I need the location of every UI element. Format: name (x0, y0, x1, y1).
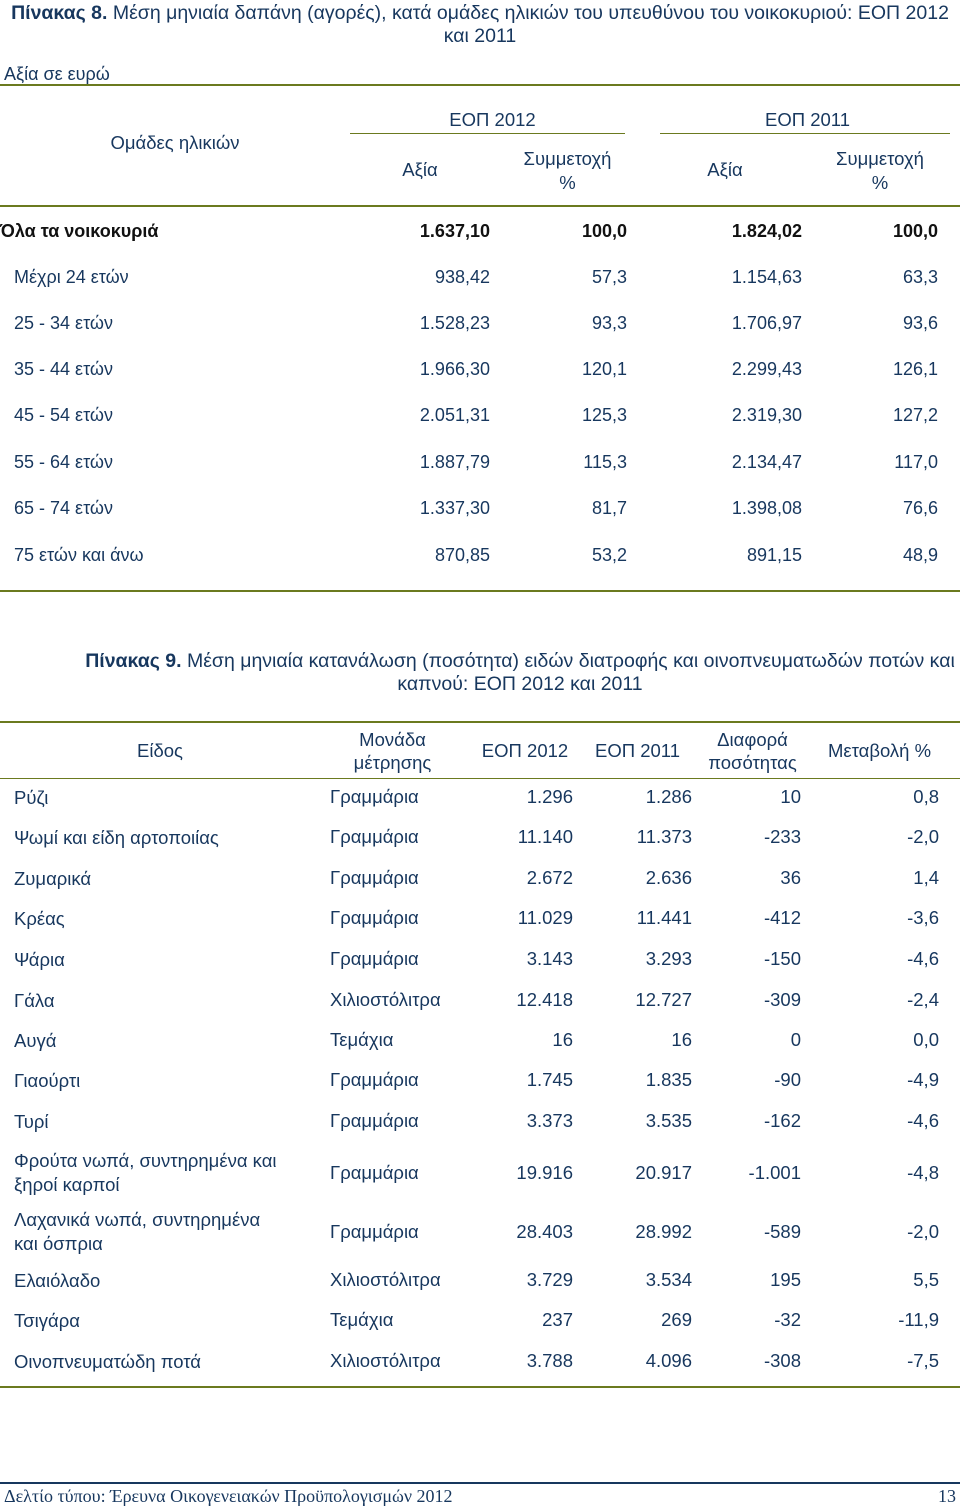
cell-2012: 1.745 (526, 1069, 573, 1090)
cell-value-2012: 1.528,23 (419, 313, 490, 333)
cell-diff: -1.001 (748, 1162, 801, 1183)
cell-change: -4,9 (907, 1069, 939, 1090)
cell-unit: Γραμμάρια (330, 907, 419, 928)
table8-header-share-2012-line1: Συμμετοχή (523, 148, 612, 169)
table9-header-unit-line1: Μονάδα (359, 729, 426, 750)
cell-2012: 16 (552, 1029, 573, 1050)
table8-header-share-2011-line1: Συμμετοχή (836, 148, 924, 169)
cell-value-2012: 1.966,30 (419, 359, 490, 379)
cell-change: -4,8 (907, 1162, 939, 1183)
cell-2012: 19.916 (516, 1162, 573, 1183)
cell-change: -11,9 (898, 1309, 939, 1330)
cell-change: -4,6 (907, 948, 939, 969)
cell-unit: Χιλιοστόλιτρα (330, 1269, 441, 1290)
table9-header-2011: ΕΟΠ 2011 (594, 740, 680, 761)
cell-2012: 28.403 (516, 1221, 573, 1242)
cell-item: Οινοπνευματώδη ποτά (14, 1351, 201, 1372)
table-row (0, 1069, 960, 1099)
cell-share-2012: 100,0 (581, 221, 627, 241)
cell-value-2011: 1.154,63 (731, 267, 802, 287)
table8-unit-label: Αξία σε ευρώ (4, 64, 110, 84)
cell-share-2011: 117,0 (894, 452, 938, 472)
cell-change: -2,0 (907, 1221, 939, 1242)
row-label: 25 - 34 ετών (14, 313, 113, 333)
table8-header-share-2012-line2: % (559, 172, 576, 193)
cell-2012: 2.672 (526, 867, 573, 888)
cell-2012: 1.296 (526, 786, 573, 807)
row-label: 55 - 64 ετών (14, 452, 113, 472)
row-label: 45 - 54 ετών (14, 405, 113, 425)
cell-diff: -309 (763, 989, 801, 1010)
table8-header-2012: ΕΟΠ 2012 (449, 109, 536, 130)
cell-diff: 0 (790, 1029, 801, 1050)
cell-value-2012: 938,42 (434, 267, 490, 287)
table9-title (80, 650, 960, 696)
table9-header-unit-line2: μέτρησης (353, 752, 432, 773)
table-row (0, 402, 960, 448)
cell-diff: -150 (763, 948, 801, 969)
table-row (0, 907, 960, 937)
cell-item: Τυρί (14, 1111, 49, 1132)
cell-unit: Γραμμάρια (330, 826, 419, 847)
cell-value-2011: 1.398,08 (731, 498, 802, 518)
cell-2011: 1.286 (645, 786, 692, 807)
table-row (0, 1029, 960, 1059)
table9-header-diff-line1: Διαφορά (717, 729, 788, 750)
row-label: 65 - 74 ετών (14, 498, 113, 518)
cell-2011: 1.835 (645, 1069, 692, 1090)
cell-unit: Γραμμάρια (330, 1162, 419, 1183)
row-label: Μέχρι 24 ετών (14, 267, 129, 287)
page-number: 13 (938, 1486, 956, 1506)
cell-share-2012: 93,3 (591, 313, 627, 333)
cell-item-line2: ξηροί καρποί (14, 1174, 120, 1195)
table-row (0, 1269, 960, 1299)
cell-2011: 3.534 (645, 1269, 692, 1290)
cell-diff: -589 (763, 1221, 801, 1242)
cell-2012: 3.143 (526, 948, 573, 969)
cell-change: -2,4 (907, 989, 939, 1010)
cell-item: Ελαιόλαδο (14, 1270, 101, 1291)
cell-unit: Γραμμάρια (330, 867, 419, 888)
table-row (0, 989, 960, 1019)
cell-item: Ζυμαρικά (14, 868, 92, 889)
cell-share-2012: 53,2 (591, 545, 627, 565)
cell-share-2012: 57,3 (591, 267, 627, 287)
cell-share-2011: 76,6 (902, 498, 938, 518)
cell-diff: -412 (763, 907, 801, 928)
cell-share-2012: 120,1 (581, 359, 627, 379)
table9-header-2012: ΕΟΠ 2012 (481, 740, 569, 761)
table8-header-share-2011 (805, 147, 955, 195)
table-row (0, 867, 960, 897)
table9-header-item: Είδος (137, 740, 183, 761)
table8-title-text: Μέση μηνιαία δαπάνη (αγορές), κατά ομάδες ηλικιών του υπευθύνου του νοικοκυριού: ΕΟΠ 2012 και 2011 (107, 2, 949, 47)
footer-text: Δελτίο τύπου: Έρευνα Οικογενειακών Προϋπολογισμών 2012 (4, 1486, 453, 1506)
cell-2011: 16 (671, 1029, 692, 1050)
cell-2011: 11.441 (636, 907, 692, 928)
footer-rule (0, 1482, 960, 1484)
table-row (0, 786, 960, 816)
table8-rule-2012 (350, 133, 625, 134)
table8-title-lead: Πίνακας 8. (11, 2, 108, 24)
cell-change: 1,4 (913, 867, 939, 888)
table-row (0, 218, 960, 264)
table8-header-group: Ομάδες ηλικιών (110, 132, 240, 153)
table-row (0, 1309, 960, 1339)
cell-2012: 11.140 (517, 826, 573, 847)
cell-diff: 10 (780, 786, 801, 807)
table9-header-diff (695, 728, 810, 774)
cell-item: Κρέας (14, 908, 65, 929)
cell-share-2011: 127,2 (892, 405, 938, 425)
cell-2011: 3.535 (645, 1110, 692, 1131)
table8-header-share-2012 (495, 147, 640, 195)
cell-diff: -308 (763, 1350, 801, 1371)
cell-item: Ψωμί και είδη αρτοποιίας (14, 827, 219, 848)
table9-top-rule (0, 721, 960, 723)
cell-change: 5,5 (913, 1269, 939, 1290)
table-row (0, 264, 960, 310)
cell-value-2011: 1.824,02 (731, 221, 802, 241)
cell-value-2011: 2.134,47 (731, 452, 802, 472)
cell-change: -2,0 (907, 826, 939, 847)
table8-header-share-2011-line2: % (871, 172, 889, 193)
cell-diff: -162 (763, 1110, 801, 1131)
cell-item-line2: και όσπρια (14, 1233, 103, 1254)
cell-value-2011: 2.299,43 (731, 359, 802, 379)
cell-2011: 12.727 (635, 989, 692, 1010)
table-row (0, 449, 960, 495)
cell-2011: 20.917 (635, 1162, 692, 1183)
cell-2012: 237 (542, 1309, 573, 1330)
cell-unit: Γραμμάρια (330, 1221, 419, 1242)
row-label: Όλα τα νοικοκυριά (0, 221, 159, 241)
cell-value-2011: 1.706,97 (731, 313, 802, 333)
cell-unit: Γραμμάρια (330, 1069, 419, 1090)
cell-unit: Τεμάχια (330, 1029, 394, 1050)
table8-header-value-2012: Αξία (402, 159, 438, 180)
cell-share-2012: 81,7 (591, 498, 627, 518)
cell-unit: Χιλιοστόλιτρα (330, 989, 441, 1010)
cell-item-line1: Λαχανικά νωπά, συντηρημένα (14, 1209, 261, 1230)
cell-item: Γάλα (14, 990, 55, 1011)
cell-2012: 3.729 (526, 1269, 573, 1290)
cell-value-2012: 1.637,10 (419, 221, 490, 241)
table-row (0, 1110, 960, 1140)
table8-bottom-rule (0, 590, 960, 592)
cell-share-2011: 63,3 (902, 267, 938, 287)
cell-change: -4,6 (907, 1110, 939, 1131)
cell-diff: 195 (770, 1269, 801, 1290)
table-row (0, 1350, 960, 1380)
cell-item-line1: Φρούτα νωπά, συντηρημένα και (14, 1150, 277, 1171)
table-row (0, 542, 960, 588)
cell-value-2011: 891,15 (746, 545, 802, 565)
table9-title-text: Μέση μηνιαία κατανάλωση (ποσότητα) ειδών διατροφής και οινοπνευματωδών ποτών και καπνού: ΕΟΠ 2012 και 2011 (181, 650, 955, 695)
cell-share-2012: 115,3 (583, 452, 627, 472)
cell-value-2011: 2.319,30 (731, 405, 802, 425)
table-row (0, 1149, 960, 1199)
table8-header-rule (0, 205, 960, 207)
table-row (0, 948, 960, 978)
table9-header-unit (320, 728, 465, 774)
table9-title-lead: Πίνακας 9. (85, 650, 182, 672)
cell-change: 0,0 (913, 1029, 939, 1050)
cell-unit: Γραμμάρια (330, 786, 419, 807)
cell-2011: 269 (661, 1309, 692, 1330)
row-label: 35 - 44 ετών (14, 359, 113, 379)
cell-2011: 3.293 (645, 948, 692, 969)
cell-2011: 2.636 (645, 867, 692, 888)
table8-top-rule (0, 84, 960, 86)
cell-2012: 12.418 (516, 989, 573, 1010)
cell-diff: -90 (774, 1069, 801, 1090)
table8-header-value-2011: Αξία (707, 159, 743, 180)
cell-item: Αυγά (14, 1030, 57, 1051)
cell-2011: 11.373 (636, 826, 692, 847)
table9-header-change: Μεταβολή % (827, 740, 932, 761)
cell-unit: Χιλιοστόλιτρα (330, 1350, 441, 1371)
cell-value-2012: 2.051,31 (419, 405, 490, 425)
row-label: 75 ετών και άνω (14, 545, 144, 565)
cell-unit: Τεμάχια (330, 1309, 394, 1330)
cell-share-2012: 125,3 (581, 405, 627, 425)
table-row (0, 495, 960, 541)
table8-title (0, 2, 960, 48)
table9-header-rule (0, 778, 960, 779)
cell-share-2011: 48,9 (902, 545, 938, 565)
cell-share-2011: 100,0 (892, 221, 938, 241)
cell-diff: -233 (763, 826, 801, 847)
cell-value-2012: 870,85 (434, 545, 490, 565)
cell-2012: 3.373 (526, 1110, 573, 1131)
cell-2011: 28.992 (635, 1221, 692, 1242)
cell-share-2011: 126,1 (892, 359, 938, 379)
cell-diff: -32 (774, 1309, 801, 1330)
cell-value-2012: 1.887,79 (419, 452, 490, 472)
table-row (0, 310, 960, 356)
cell-2011: 4.096 (645, 1350, 692, 1371)
cell-2012: 3.788 (526, 1350, 573, 1371)
table9-header-diff-line2: ποσότητας (708, 752, 797, 773)
cell-item: Ρύζι (14, 787, 49, 808)
cell-value-2012: 1.337,30 (419, 498, 490, 518)
table9-bottom-rule (0, 1386, 960, 1388)
cell-change: -3,6 (907, 907, 939, 928)
table-row (0, 826, 960, 856)
table8-rule-2011 (660, 133, 950, 134)
cell-item: Γιαούρτι (14, 1070, 81, 1091)
cell-unit: Γραμμάρια (330, 948, 419, 969)
cell-unit: Γραμμάρια (330, 1110, 419, 1131)
cell-item: Ψάρια (14, 949, 65, 970)
cell-diff: 36 (780, 867, 801, 888)
cell-change: -7,5 (907, 1350, 939, 1371)
cell-2012: 11.029 (517, 907, 573, 928)
table-row (0, 356, 960, 402)
cell-change: 0,8 (913, 786, 939, 807)
cell-share-2011: 93,6 (902, 313, 938, 333)
table-row (0, 1208, 960, 1258)
cell-item: Τσιγάρα (14, 1310, 80, 1331)
table8-header-2011: ΕΟΠ 2011 (764, 109, 850, 130)
